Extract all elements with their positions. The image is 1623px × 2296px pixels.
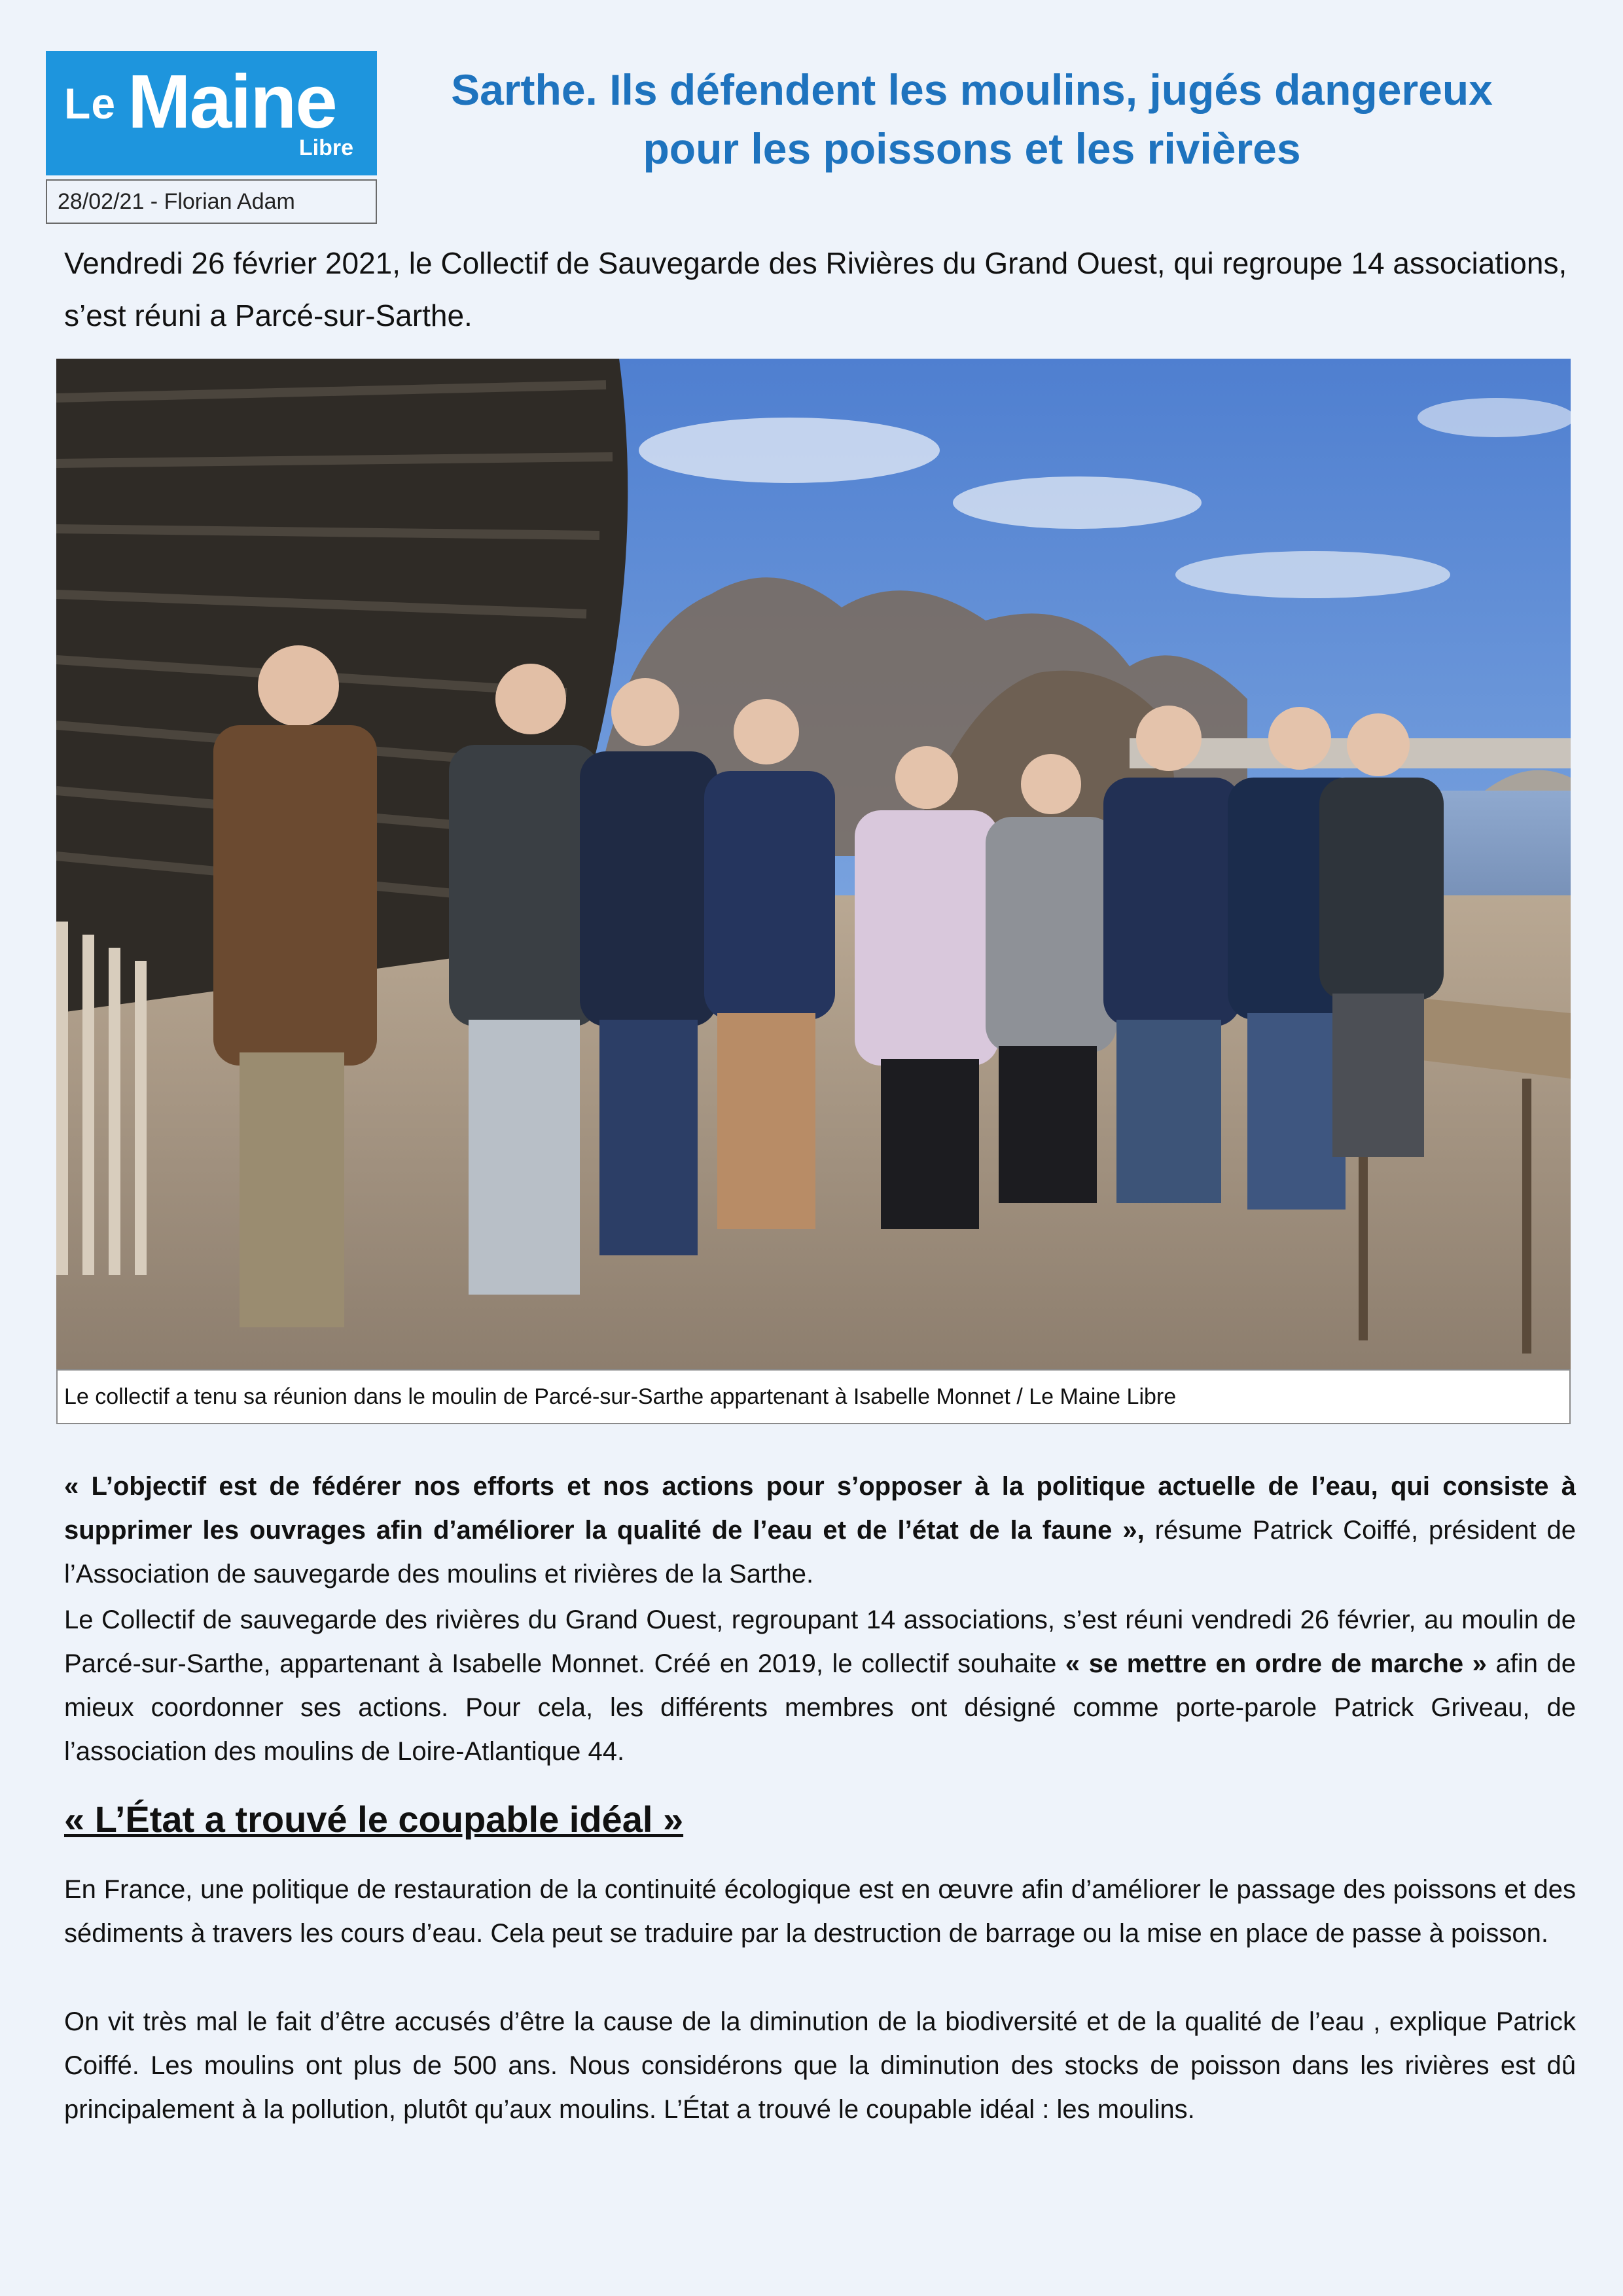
quote-bold: « L’objectif est de fédérer nos efforts et nos actions pour s’opposer à la politique actuelle de l’eau, qui consiste à supprimer les ouvrages afin d’améliorer la qualité de l’eau et de l’état de la faune », (64, 1472, 1576, 1545)
quote-attribution: résume Patrick Coiffé, président de l’Association de sauvegarde des moulins et rivières de la Sarthe. (64, 1516, 1576, 1588)
article-paragraph-1 (64, 1465, 1576, 1596)
logo-le: Le (64, 79, 116, 128)
p2-bold-quote: « se mettre en ordre de marche » (1065, 1649, 1487, 1678)
p2-end: afin de mieux coordonner ses actions. Pour cela, les différents membres ont désigné comme porte-parole Patrick Griveau, de l’association des moulins de Loire-Atlantique 44. (64, 1649, 1577, 1766)
le-maine-libre-logo (46, 51, 377, 175)
date-author-byline: 28/02/21 - Florian Adam (46, 179, 377, 224)
p2-start: Le Collectif de sauvegarde des rivières du Grand Ouest, regroupant 14 associations, s’est réuni vendredi 26 février, au moulin de Parcé-sur-Sarthe, appartenant à Isabelle Monnet. Créé en 2019, le collectif souhaite (64, 1605, 1576, 1678)
group-photo-illustration (56, 359, 1571, 1369)
headline: Sarthe. Ils défendent les moulins, jugés dangereux pour les poissons et les rivières (451, 65, 1493, 173)
intro-paragraph: Vendredi 26 février 2021, le Collectif de Sauvegarde des Rivières du Grand Ouest, qui regroupe 14 associations, s’est réuni a Parcé-sur-Sarthe. (64, 246, 1567, 332)
photo-caption: Le collectif a tenu sa réunion dans le moulin de Parcé-sur-Sarthe appartenant à Isabelle Monnet / Le Maine Libre (56, 1369, 1571, 1424)
article-paragraph-4: On vit très mal le fait d’être accusés d’être la cause de la diminution de la biodiversité et de la qualité de l’eau , explique Patrick Coiffé. Les moulins ont plus de 500 ans. Nous considérons que la diminution des stocks de poisson dans les rivières est dû principalement à la pollution, plutôt qu’aux moulins. L’État a trouvé le coupable idéal : les moulins. (64, 2007, 1576, 2124)
section-subheading: « L’État a trouvé le coupable idéal » (64, 1799, 684, 1840)
logo-wordmark (64, 58, 336, 145)
logo-maine: Maine (128, 59, 336, 144)
article-paragraph-2 (64, 1598, 1576, 1774)
logo-libre: Libre (298, 135, 353, 160)
article-paragraph-3: En France, une politique de restauration de la continuité écologique est en œuvre afin d’améliorer le passage des poissons et des sédiments à travers les cours d’eau. Cela peut se traduire par la destruction de barrage ou la mise en place de passe à poisson. (64, 1875, 1576, 1948)
group-photo (56, 359, 1571, 1369)
